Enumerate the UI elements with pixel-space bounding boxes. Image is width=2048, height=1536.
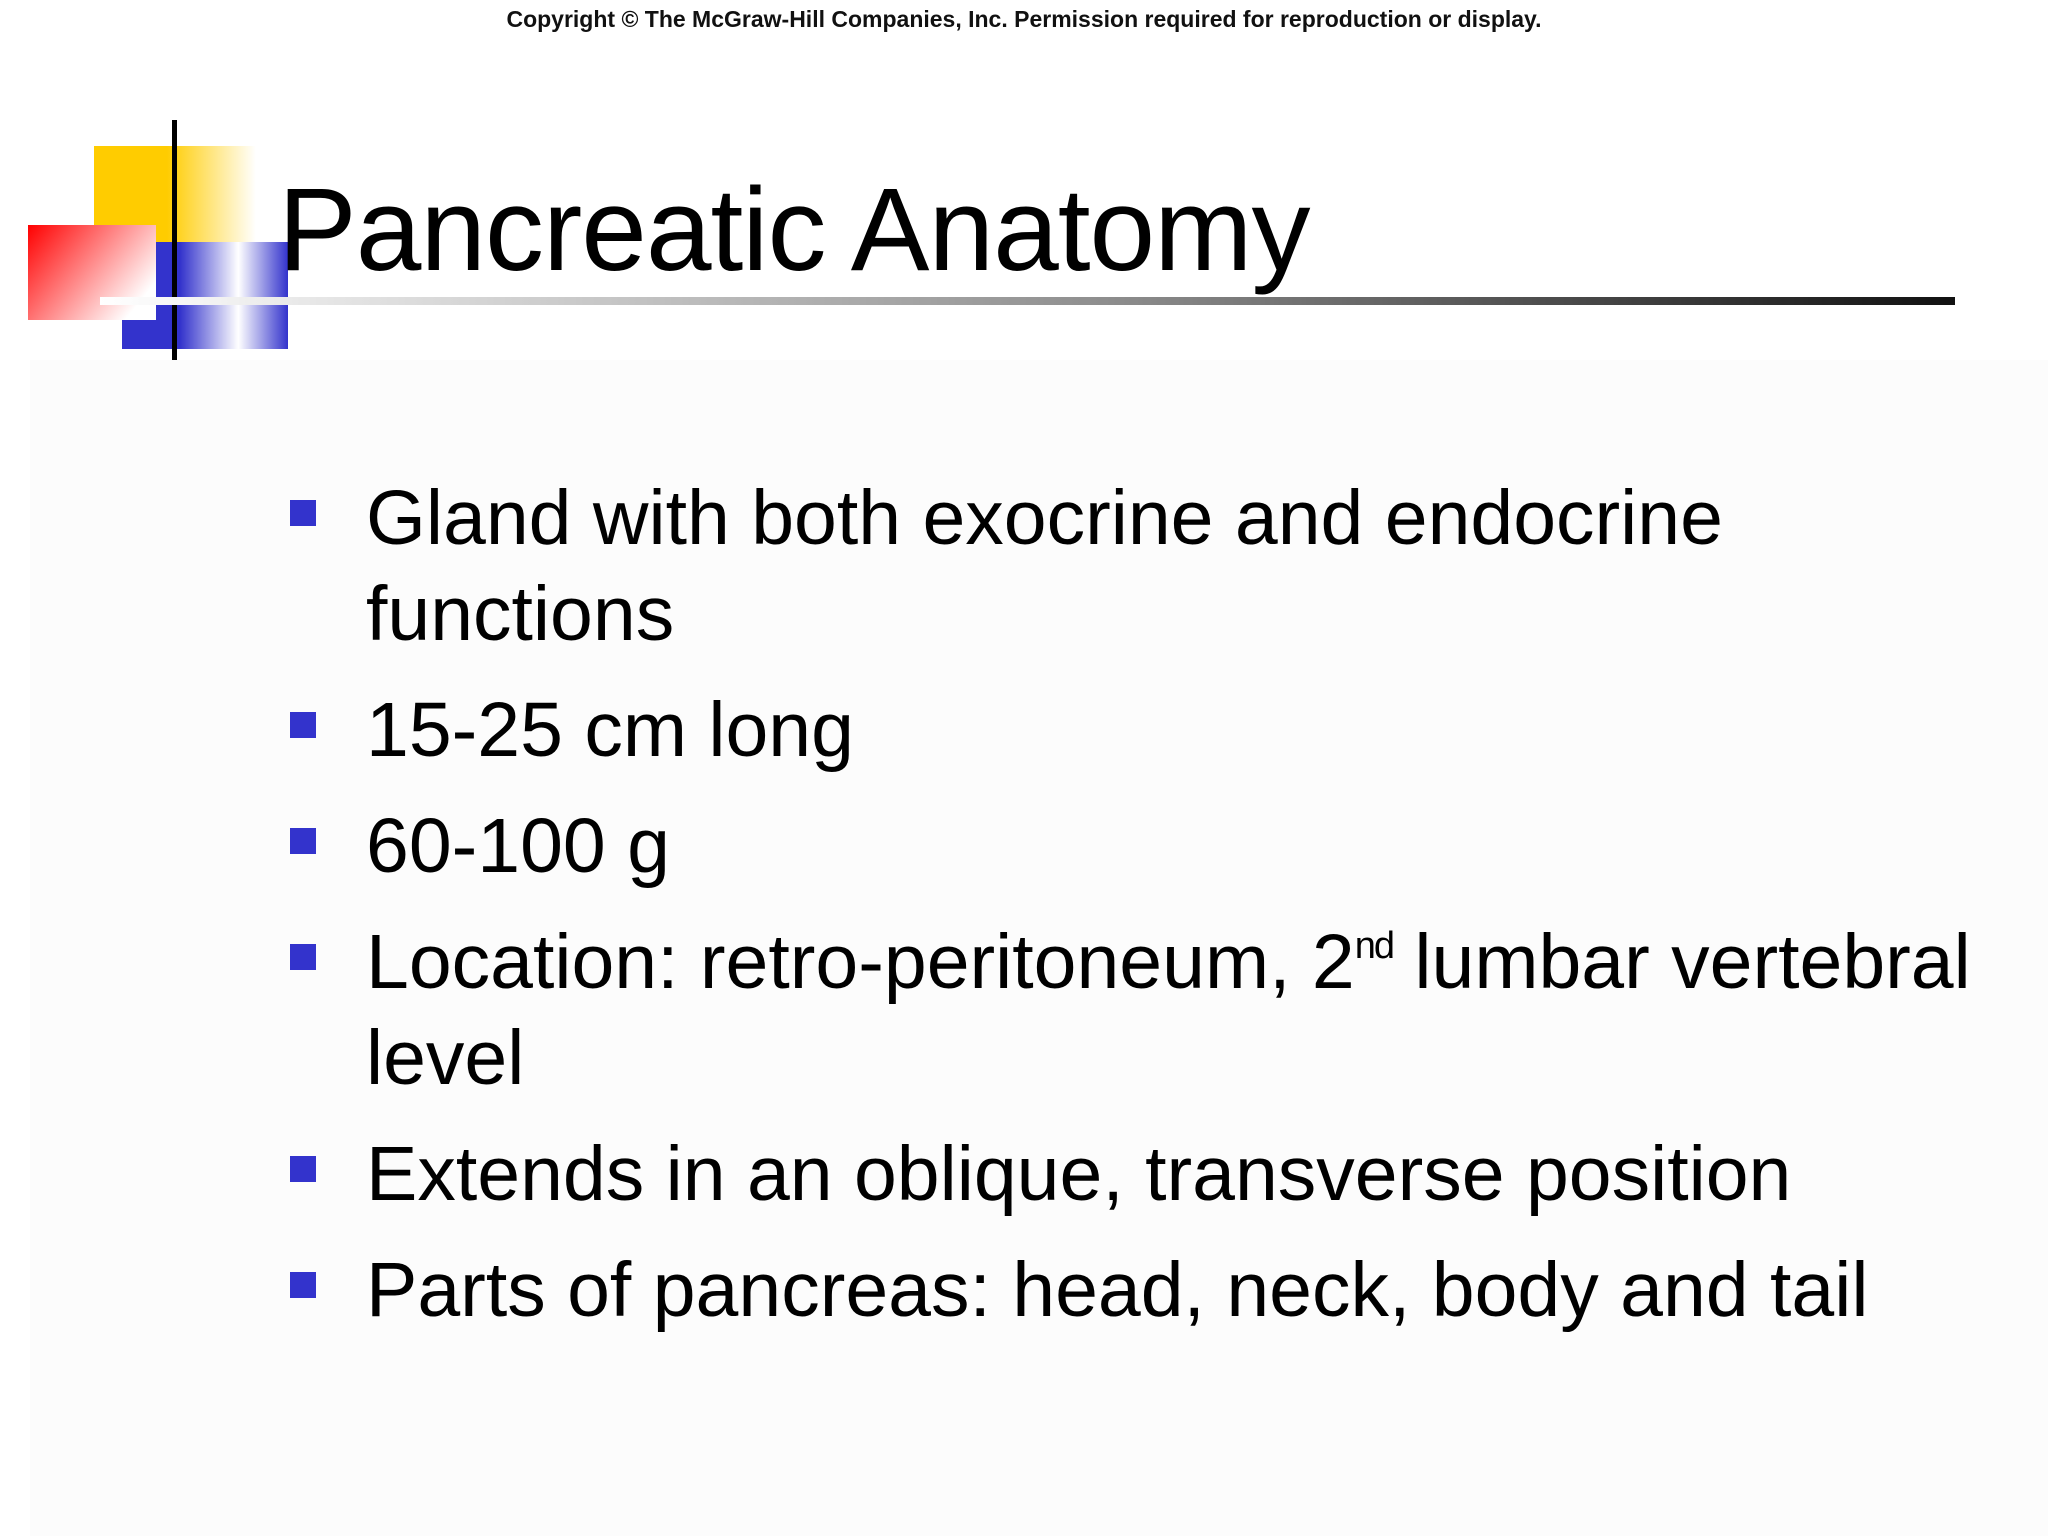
slide-title: Pancreatic Anatomy bbox=[278, 164, 1310, 296]
bullet-text-part: Location: retro-peritoneum, 2 bbox=[366, 919, 1355, 1005]
square-bullet-icon bbox=[290, 828, 316, 854]
decorative-squares-logo bbox=[0, 0, 320, 370]
square-bullet-icon bbox=[290, 500, 316, 526]
square-bullet-icon bbox=[290, 712, 316, 738]
bullet-item bbox=[290, 1242, 2010, 1338]
bullet-text: Gland with both exocrine and endocrine functions bbox=[366, 475, 1723, 657]
bullet-item bbox=[290, 798, 2010, 894]
bullet-text: Parts of pancreas: head, neck, body and tail bbox=[366, 1247, 1869, 1333]
bullet-text: 15-25 cm long bbox=[366, 687, 854, 773]
square-bullet-icon bbox=[290, 1156, 316, 1182]
bullet-item bbox=[290, 470, 2010, 662]
bullet-text-part: lumbar vertebral level bbox=[366, 919, 1971, 1101]
bullet-text bbox=[366, 919, 1971, 1101]
bullet-item bbox=[290, 914, 2010, 1106]
ordinal-superscript: nd bbox=[1354, 925, 1393, 967]
copyright-notice: Copyright © The McGraw-Hill Companies, Inc. Permission required for reproduction or display. bbox=[506, 6, 1542, 32]
bullet-item bbox=[290, 1126, 2010, 1222]
bullet-list bbox=[290, 470, 2010, 1358]
bullet-text: Extends in an oblique, transverse position bbox=[366, 1131, 1792, 1217]
square-bullet-icon bbox=[290, 1272, 316, 1298]
square-bullet-icon bbox=[290, 944, 316, 970]
red-square bbox=[28, 225, 156, 320]
bullet-item bbox=[290, 682, 2010, 778]
bullet-text: 60-100 g bbox=[366, 803, 670, 889]
vertical-bar bbox=[172, 120, 177, 360]
